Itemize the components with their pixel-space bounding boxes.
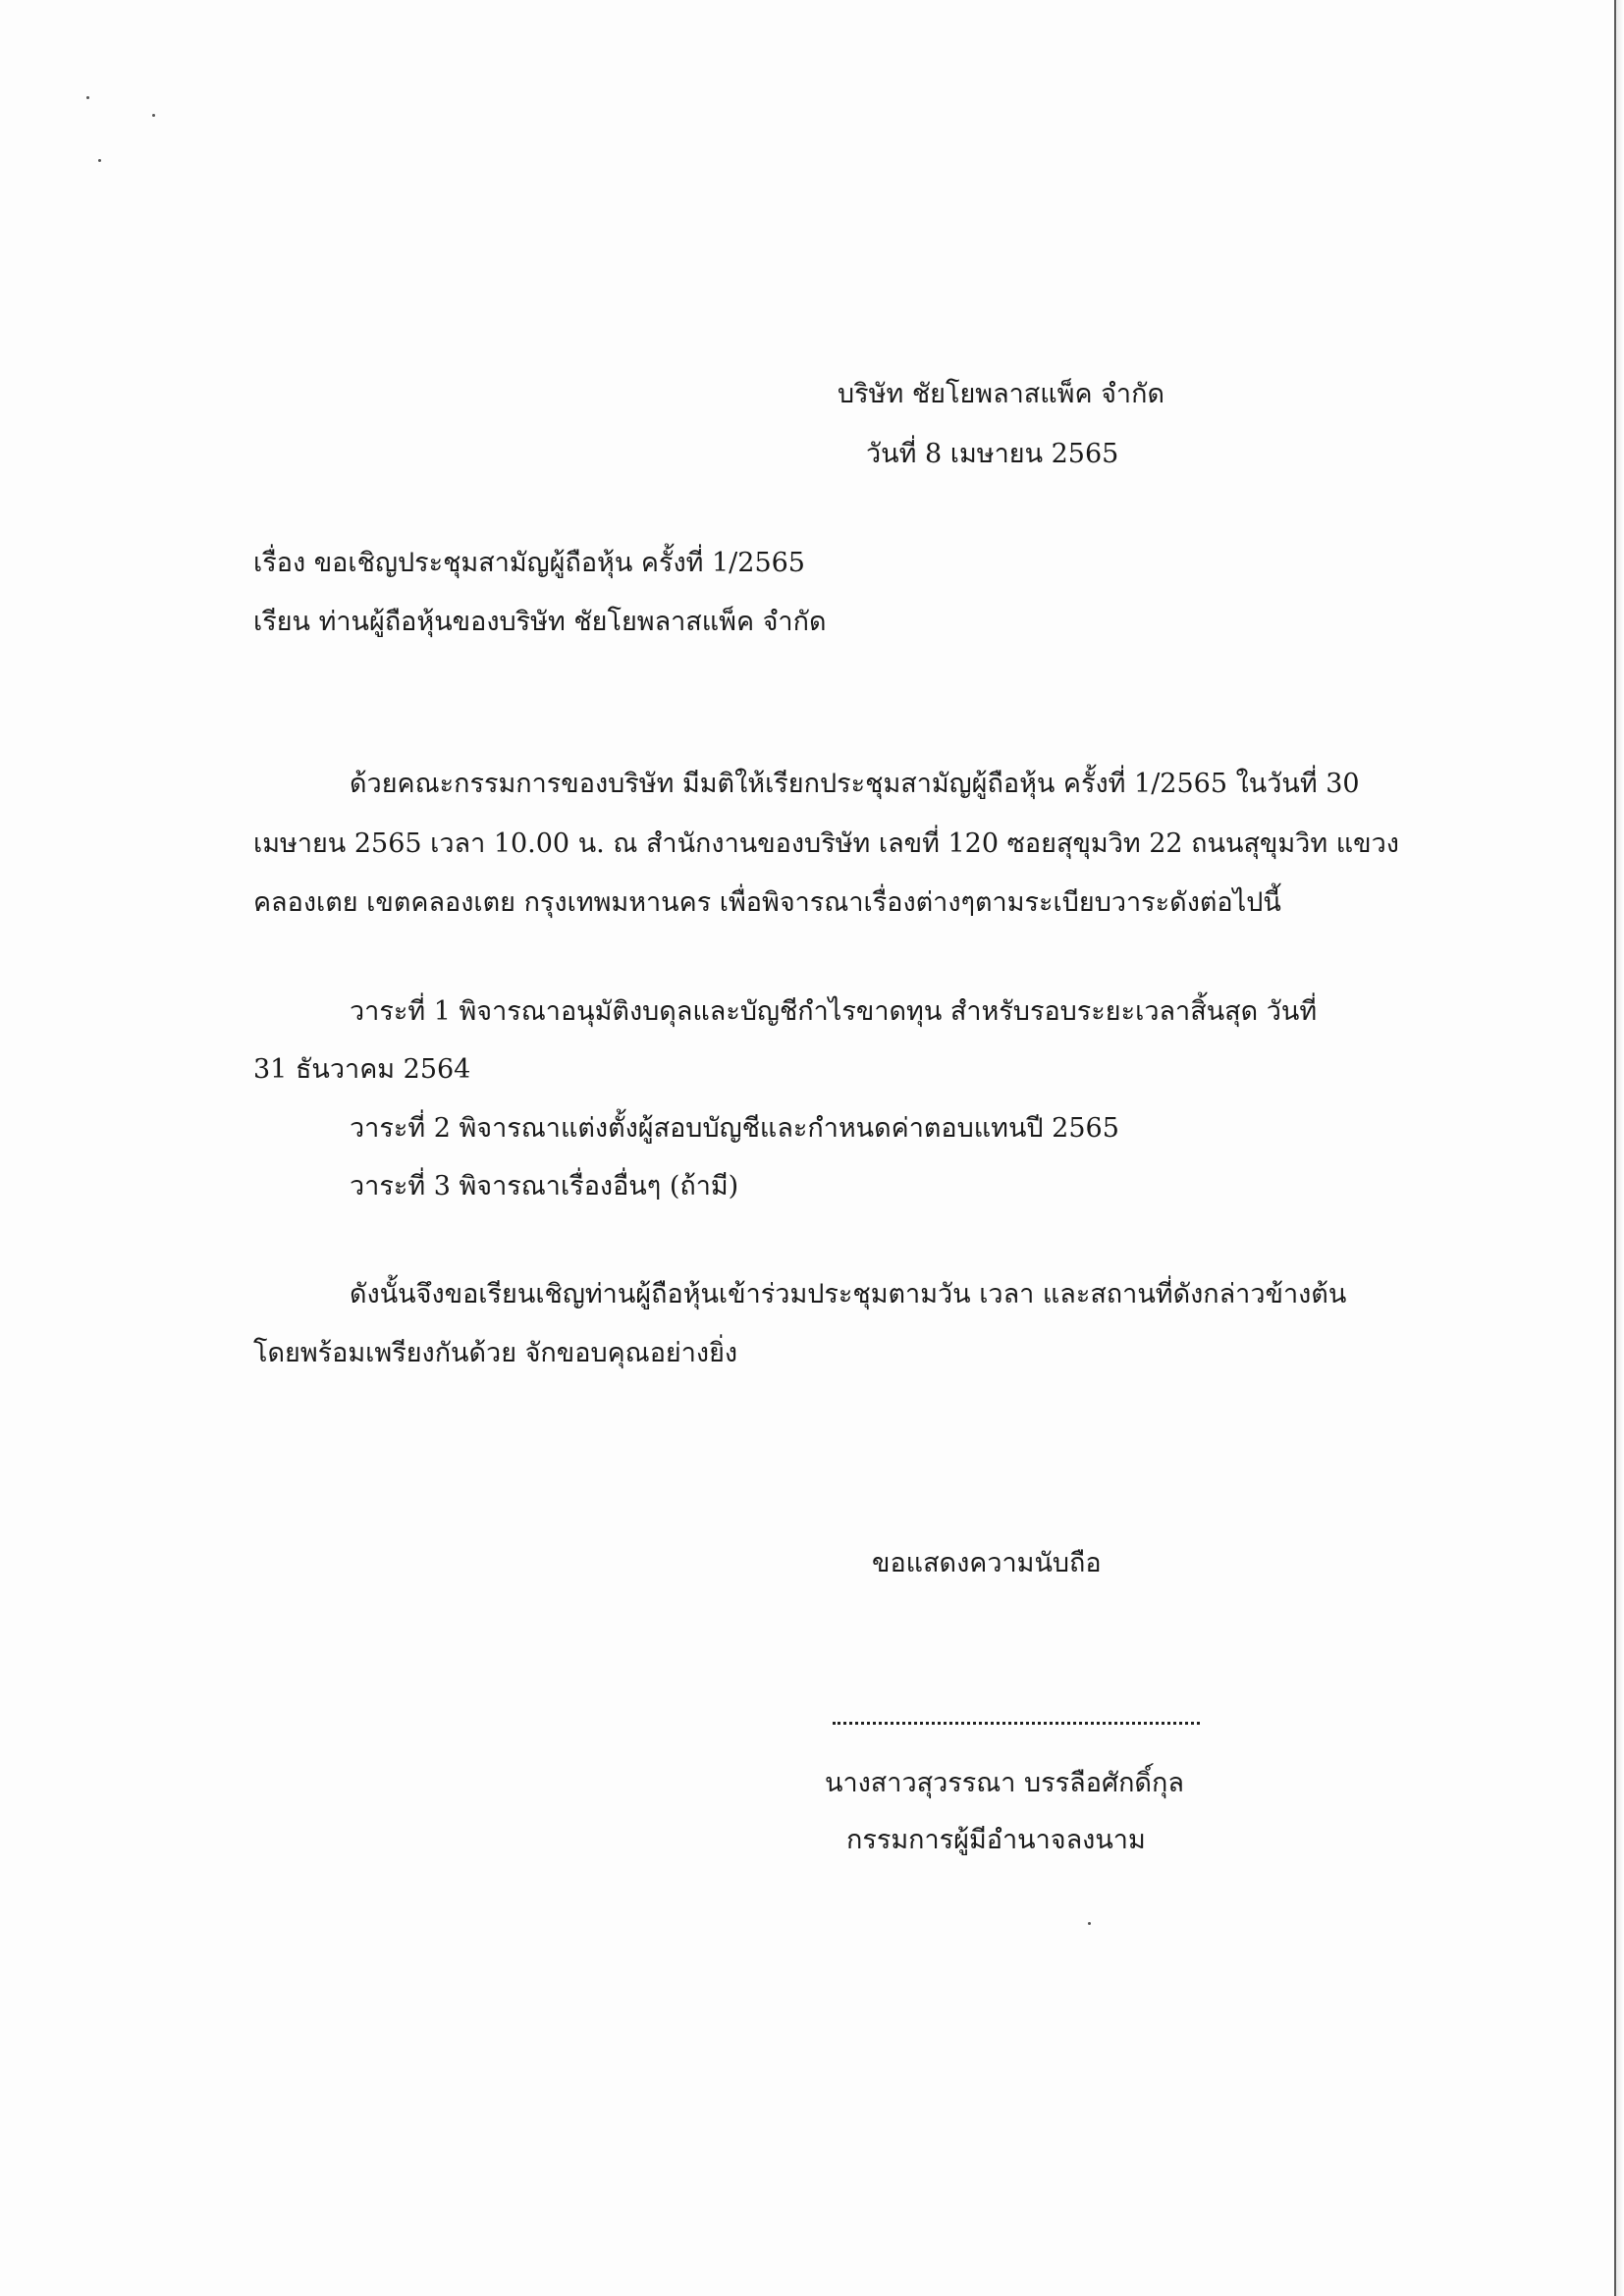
letter-date: วันที่ 8 เมษายน 2565 — [866, 439, 1119, 469]
letter-subject: เรื่อง ขอเชิญประชุมสามัญผู้ถือหุ้น ครั้งที่ 1/2565 — [253, 548, 805, 578]
scan-speck — [86, 96, 89, 99]
scan-edge-shadow — [1616, 0, 1624, 2296]
intro-line-3: คลองเตย เขตคลองเตย กรุงเทพมหานคร เพื่อพิจารณาเรื่องต่างๆตามระเบียบวาระดังต่อไปนี้ — [253, 887, 1281, 918]
scan-speck — [98, 159, 101, 162]
signature-dotted-line — [833, 1722, 1200, 1725]
signatory-title: กรรมการผู้มีอำนาจลงนาม — [846, 1825, 1146, 1855]
signature-salutation: ขอแสดงความนับถือ — [872, 1548, 1102, 1578]
letter-recipient: เรียน ท่านผู้ถือหุ้นของบริษัท ชัยโยพลาสแพ็ค จำกัด — [253, 607, 827, 637]
agenda-item-3: วาระที่ 3 พิจารณาเรื่องอื่นๆ (ถ้ามี) — [350, 1171, 739, 1201]
agenda-item-2: วาระที่ 2 พิจารณาแต่งตั้งผู้สอบบัญชีและกำหนดค่าตอบแทนปี 2565 — [350, 1113, 1119, 1144]
scan-speck — [152, 114, 155, 117]
company-name: บริษัท ชัยโยพลาสแพ็ค จำกัด — [838, 379, 1164, 409]
signatory-name: นางสาวสุวรรณา บรรลือศักดิ์กุล — [825, 1768, 1184, 1798]
scan-speck — [1088, 1922, 1091, 1925]
closing-line-2: โดยพร้อมเพรียงกันด้วย จักขอบคุณอย่างยิ่ง — [253, 1338, 738, 1368]
intro-line-2: เมษายน 2565 เวลา 10.00 น. ณ สำนักงานของบริษัท เลขที่ 120 ซอยสุขุมวิท 22 ถนนสุขุมวิท แขวง — [253, 828, 1399, 859]
scan-edge-line — [1614, 0, 1616, 2296]
agenda-item-1-continued: 31 ธันวาคม 2564 — [253, 1054, 471, 1085]
intro-line-1: ด้วยคณะกรรมการของบริษัท มีมติให้เรียกประชุมสามัญผู้ถือหุ้น ครั้งที่ 1/2565 ในวันที่ 30 — [350, 769, 1360, 799]
agenda-item-1: วาระที่ 1 พิจารณาอนุมัติงบดุลและบัญชีกำไรขาดทุน สำหรับรอบระยะเวลาสิ้นสุด วันที่ — [350, 996, 1318, 1027]
closing-line-1: ดังนั้นจึงขอเรียนเชิญท่านผู้ถือหุ้นเข้าร่วมประชุมตามวัน เวลา และสถานที่ดังกล่าวข้างต้น — [350, 1279, 1347, 1309]
